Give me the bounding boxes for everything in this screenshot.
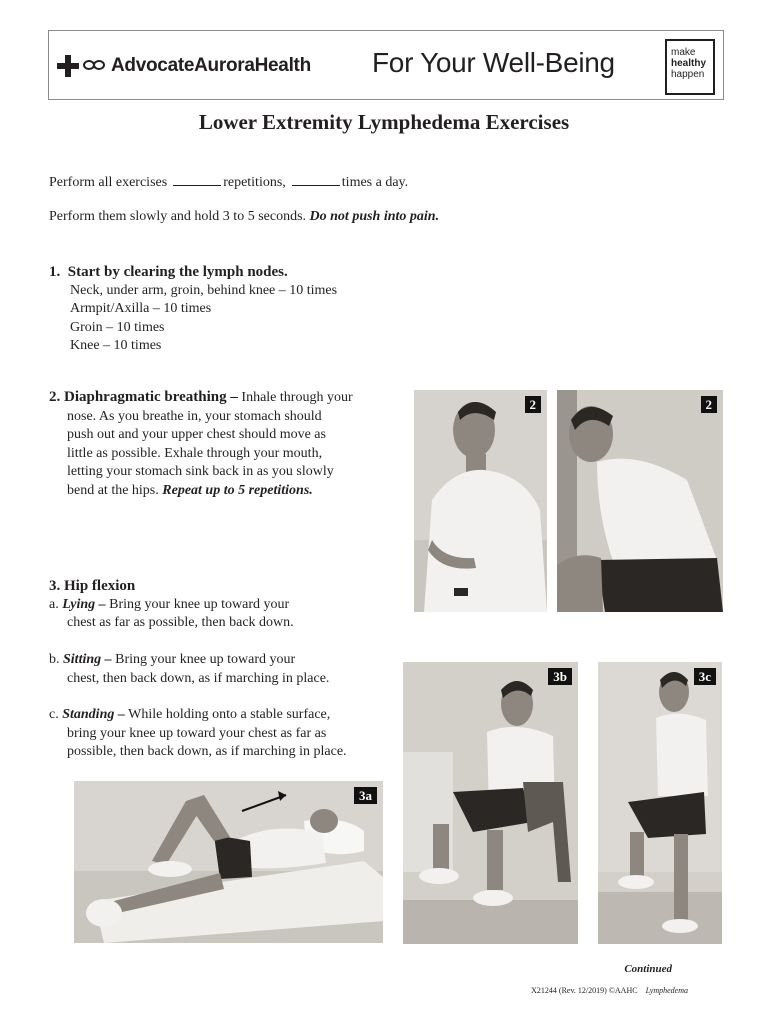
item-text: While holding onto a stable surface, [124, 707, 331, 722]
times-blank [292, 172, 340, 186]
step-2-heading: 2. Diaphragmatic breathing – [49, 389, 238, 405]
header-banner [48, 30, 724, 100]
item-text: possible, then back down, as if marching in place. [67, 744, 347, 759]
step-text: nose. As you breathe in, your stomach should [67, 408, 322, 424]
photo-3b-sitting-illustration [403, 662, 578, 944]
item-label: a. [49, 596, 59, 612]
item-term: Sitting – [63, 652, 112, 667]
intro-text: Perform them slowly and hold 3 to 5 seconds. [49, 209, 307, 224]
list-item: Armpit/Axilla – 10 times [70, 301, 212, 316]
step-text: push out and your upper chest should move as [67, 427, 326, 442]
intro-line-2 [49, 208, 439, 227]
step-1 [49, 263, 337, 356]
list-item: Neck, under arm, groin, behind knee – 10 times [70, 282, 338, 298]
list-item: Groin – 10 times [70, 319, 165, 335]
item-term: Lying – [62, 596, 106, 612]
pain-warning: Do not push into pain. [309, 209, 440, 224]
step-text: bend at the hips. [67, 482, 159, 498]
repeat-note: Repeat up to 5 repetitions. [162, 482, 313, 498]
intro-text: Perform all exercises [49, 175, 168, 190]
item-label: b. [49, 652, 60, 667]
item-term: Standing – [62, 707, 125, 722]
photo-label: 2 [525, 396, 542, 413]
repetitions-blank [173, 172, 221, 186]
photo-label: 2 [701, 396, 718, 413]
photo-3c-standing-illustration [598, 662, 722, 944]
photo-3a-lying [74, 781, 383, 943]
photo-2-bending [557, 390, 723, 612]
brand-logo [57, 53, 311, 79]
photo-3a-lying-illustration [74, 781, 383, 943]
photo-3c-standing [598, 662, 722, 944]
item-text: Bring your knee up toward your [111, 652, 296, 667]
step-text: little as possible. Exhale through your mouth, [67, 445, 323, 461]
step-3b [49, 651, 329, 688]
step-3c [49, 706, 347, 762]
step-3 [49, 577, 294, 633]
photo-2-standing [414, 390, 547, 612]
badge-line: happen [671, 69, 705, 80]
item-text: bring your knee up toward your chest as far as [67, 725, 327, 741]
step-3-heading: 3. Hip flexion [49, 578, 136, 594]
step-title: Start by clearing the lymph nodes. [67, 264, 288, 280]
step-text: letting your stomach sink back in as you slowly [67, 464, 334, 479]
brand-name: AdvocateAuroraHealth [111, 55, 311, 76]
badge-line: healthy [671, 58, 707, 69]
badge-line: make [671, 47, 696, 58]
tagline: For Your Well-Being [372, 47, 615, 78]
photo-label: 3c [694, 668, 716, 685]
item-text: Bring your knee up toward your [105, 596, 290, 612]
item-text: chest as far as possible, then back down. [67, 615, 294, 630]
step-1-heading [49, 263, 337, 282]
photo-label: 3b [548, 668, 572, 685]
step-text: Inhale through your [237, 390, 353, 405]
step-number: 1. [49, 264, 61, 280]
list-item: Knee – 10 times [70, 338, 162, 353]
intro-text: times a day. [341, 175, 409, 190]
footer-topic: Lymphedema [645, 986, 688, 995]
infinity-icon [83, 60, 107, 72]
item-text: chest, then back down, as if marching in place. [67, 670, 330, 686]
photo-3b-sitting [403, 662, 578, 944]
footer-code: X21244 (Rev. 12/2019) ©AAHC [531, 986, 638, 995]
intro-line-1 [49, 172, 408, 193]
photo-label: 3a [354, 787, 377, 804]
continued-note: Continued [624, 963, 672, 975]
item-label: c. [49, 707, 59, 722]
page-title: Lower Extremity Lymphedema Exercises [198, 110, 570, 134]
footer [531, 986, 688, 995]
photo-2-bending-illustration [557, 390, 723, 612]
intro-text: repetitions, [223, 175, 286, 190]
make-healthy-happen-badge [665, 39, 715, 95]
photo-2-standing-illustration [414, 390, 547, 612]
step-2 [49, 388, 353, 500]
cross-icon [57, 55, 79, 77]
